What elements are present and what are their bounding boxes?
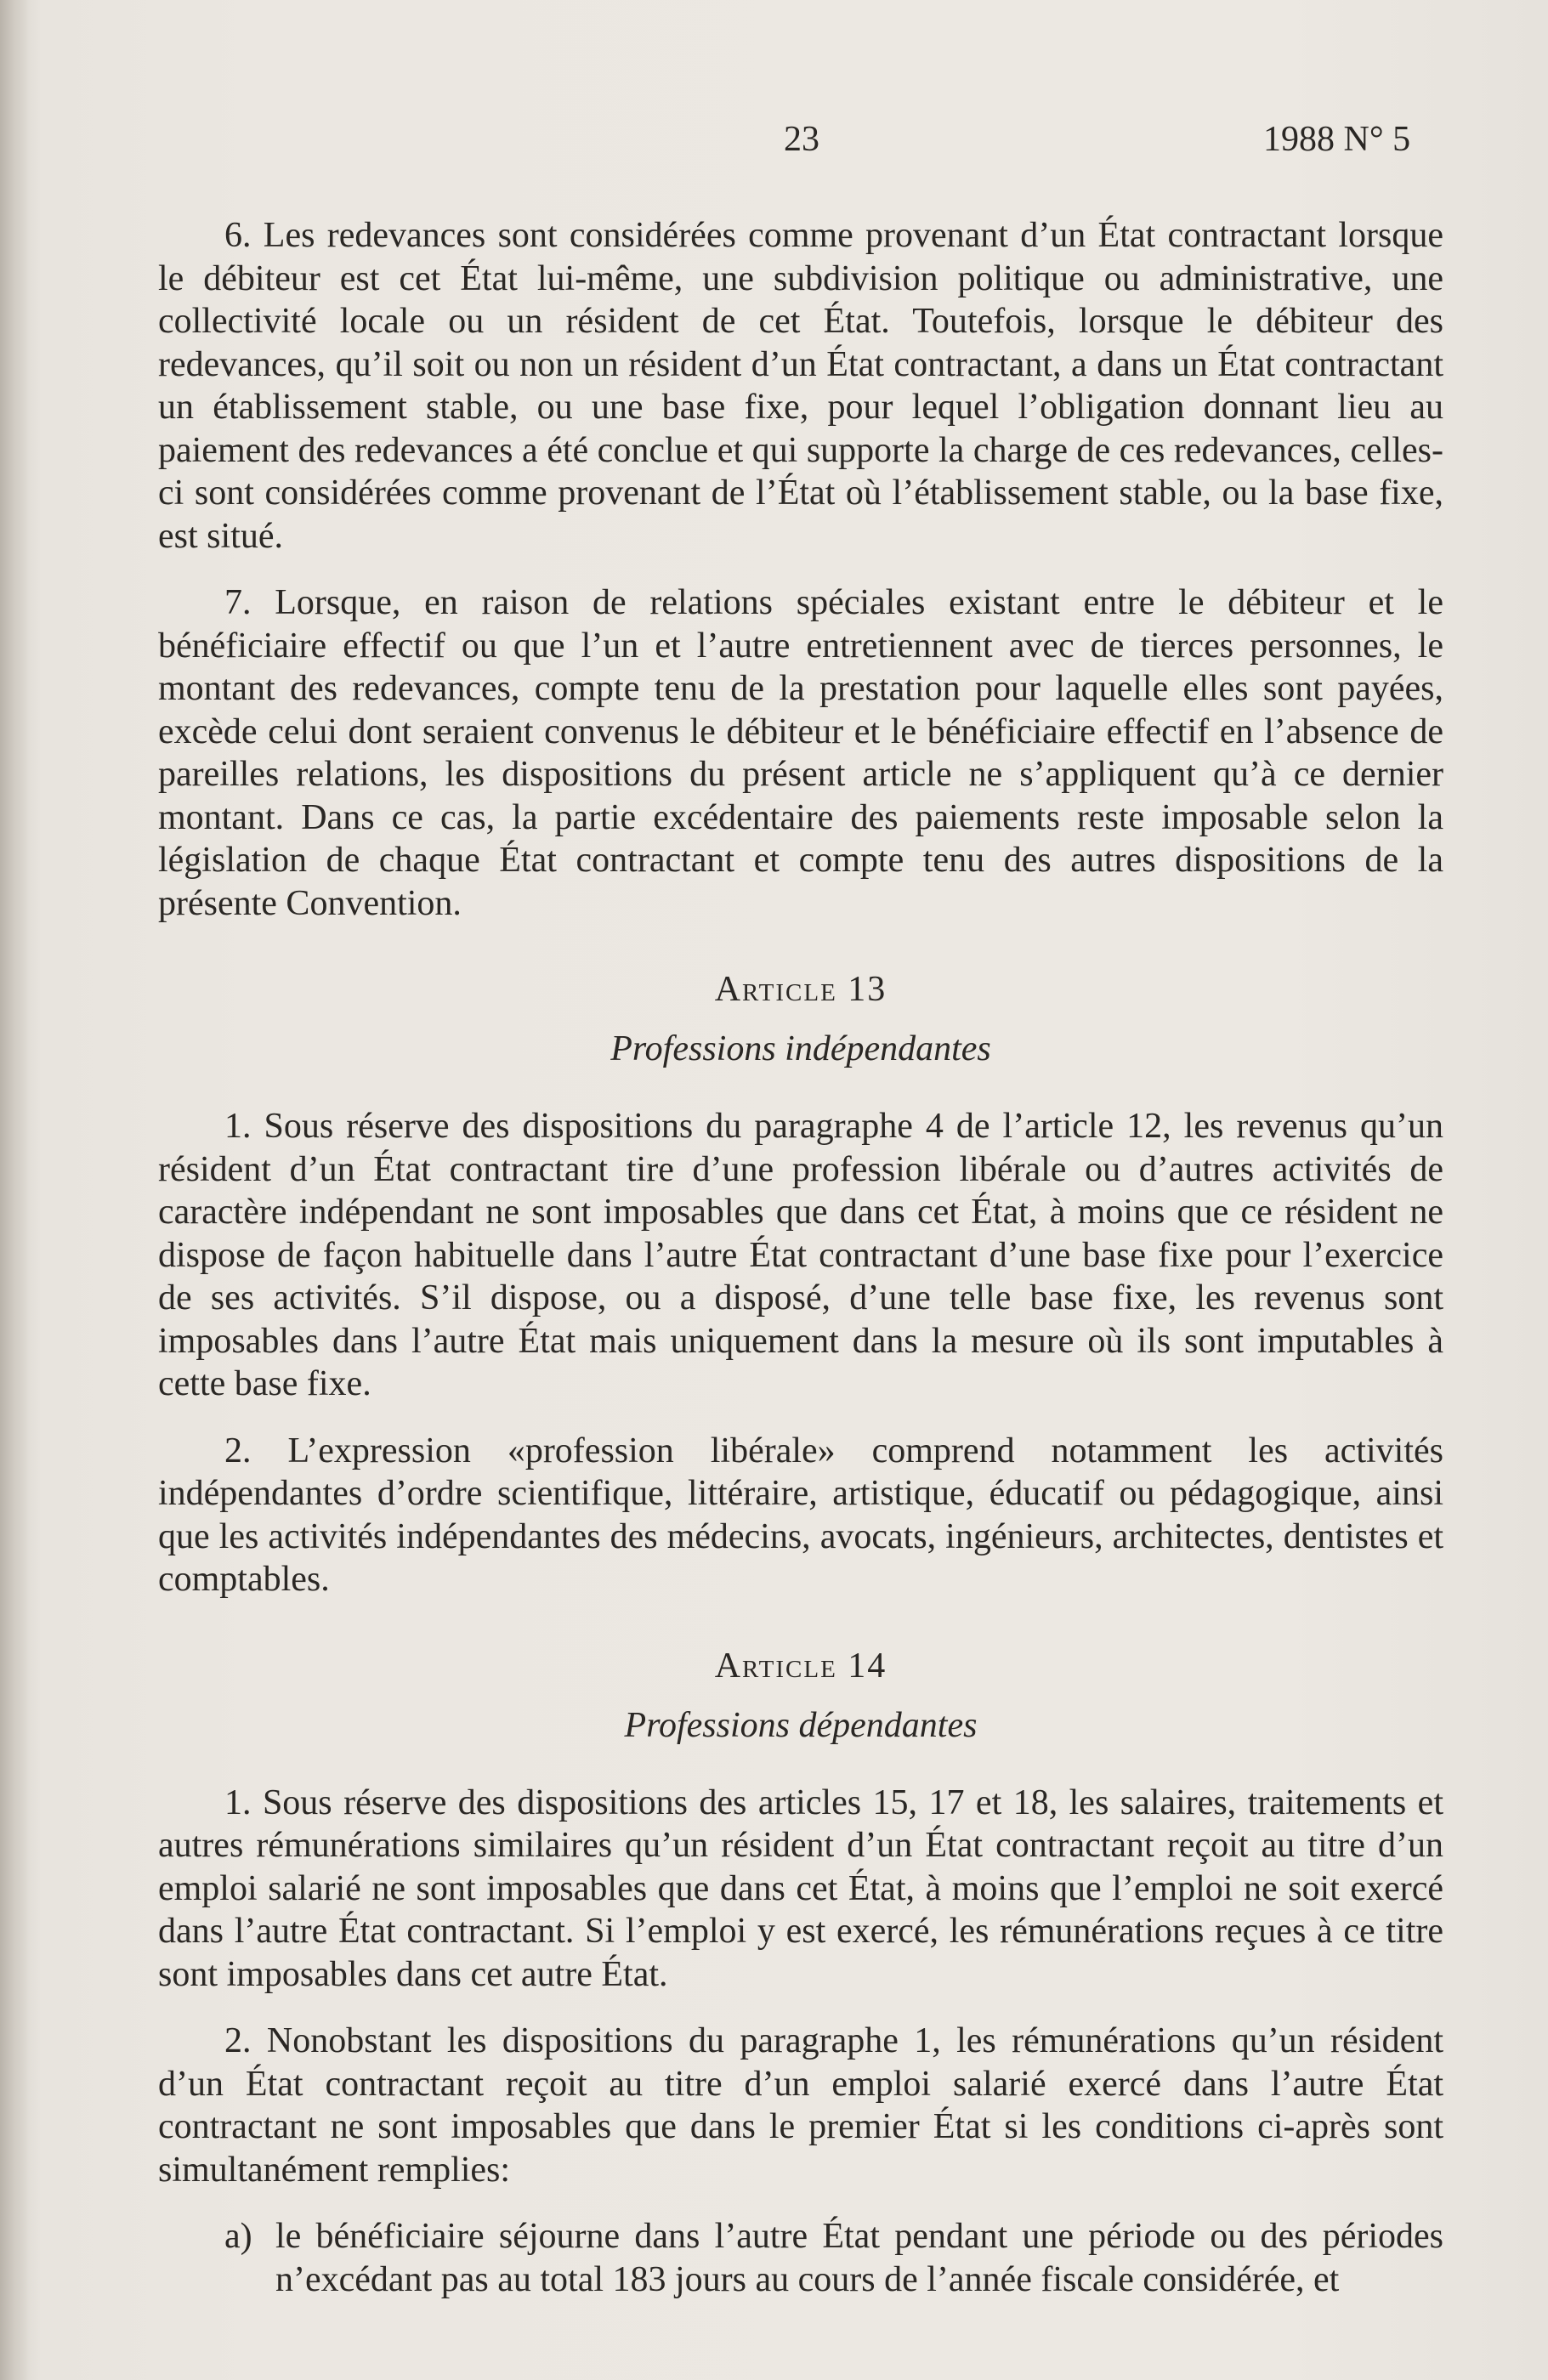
article-14-paragraph-1: 1. Sous réserve des dispositions des articles 15, 17 et 18, les salaires, traitements et autres rémunérations similaires qu’un résident d’un État contractant reçoit au titre d’un emploi salarié ne sont imposables que dans cet État, à moins que l’emploi ne soit exercé dans l’autre État contractant. Si l’emploi y est exercé, les rémunérations reçues à ce titre sont imposables dans cet autre État. (158, 1782, 1443, 1994)
article-13-paragraph-1: 1. Sous réserve des dispositions du paragraphe 4 de l’article 12, les revenus qu’un résident d’un État contractant tire d’une profession libérale ou d’autres activités de caractère indépendant ne sont imposables que dans cet État, à moins que ce résident ne dispose de façon habituelle dans l’autre État contractant d’une base fixe pour l’exercice de ses activités. S’il dispose, ou a disposé, d’une telle base fixe, les revenus sont imposables dans l’autre État mais uniquement dans la mesure où ils sont imputables à cette base fixe. (158, 1107, 1443, 1403)
binding-edge (0, 0, 29, 2380)
article-14-list-item-a (158, 2215, 1443, 2301)
article-14-heading (158, 1644, 1443, 1688)
document-reference: 1988 N° 5 (1263, 120, 1411, 159)
article-13-subtitle: Professions indépendantes (610, 1029, 991, 1068)
article-13-paragraph-2: 2. L’expression «profession libérale» comprend notamment les activités indépendantes d’ordre scientifique, littéraire, artistique, éducatif ou pédagogique, ainsi que les activités indépendantes des médecins, avocats, ingénieurs, architectes, dentistes et comptables. (158, 1431, 1443, 1599)
article-14-heading-text: Article 14 (714, 1646, 887, 1686)
page-content (158, 214, 1443, 2301)
article-14-paragraph-2: 2. Nonobstant les dispositions du paragraphe 1, les rémunérations qu’un résident d’un État contractant reçoit au titre d’un emploi salarié exercé dans l’autre État contractant ne sont imposables que dans le premier État si les conditions ci-après sont simultanément remplies: (158, 2021, 1443, 2190)
article-12-paragraph-7: 7. Lorsque, en raison de relations spéciales existant entre le débiteur et le bénéficiaire effectif ou que l’un et l’autre entretiennent avec de tierces personnes, le montant des redevances, compte tenu de la prestation pour laquelle elles sont payées, excède celui dont seraient convenus le débiteur et le bénéficiaire effectif en l’absence de pareilles relations, les dispositions du présent article ne s’appliquent qu’à ce dernier montant. Dans ce cas, la partie excédentaire des paiements reste imposable selon la législation de chaque État contractant et compte tenu des autres dispositions de la présente Convention. (158, 583, 1443, 923)
page-header (0, 119, 1548, 170)
list-marker: a) (224, 2217, 252, 2256)
article-13-heading-text: Article 13 (714, 970, 887, 1009)
article-14-subtitle: Professions dépendantes (624, 1705, 978, 1745)
article-12-paragraph-6: 6. Les redevances sont considérées comme provenant d’un État contractant lorsque le débiteur est cet État lui-même, une subdivision politique ou administrative, une collectivité locale ou un résident de cet État. Toutefois, lorsque le débiteur des redevances, qu’il soit ou non un résident d’un État contractant, a dans un État contractant un établissement stable, ou une base fixe, pour lequel l’obligation donnant lieu au paiement des redevances a été conclue et qui supporte la charge de ces redevances, celles-ci sont considérées comme provenant de l’État où l’établissement stable, ou la base fixe, est situé. (158, 216, 1443, 556)
page-number: 23 (784, 120, 819, 159)
article-13-heading (158, 967, 1443, 1012)
list-item-text: le bénéficiaire séjourne dans l’autre État pendant une période ou des périodes n’excédant pas au total 183 jours au cours de l’année fiscale considérée, et (275, 2217, 1443, 2299)
